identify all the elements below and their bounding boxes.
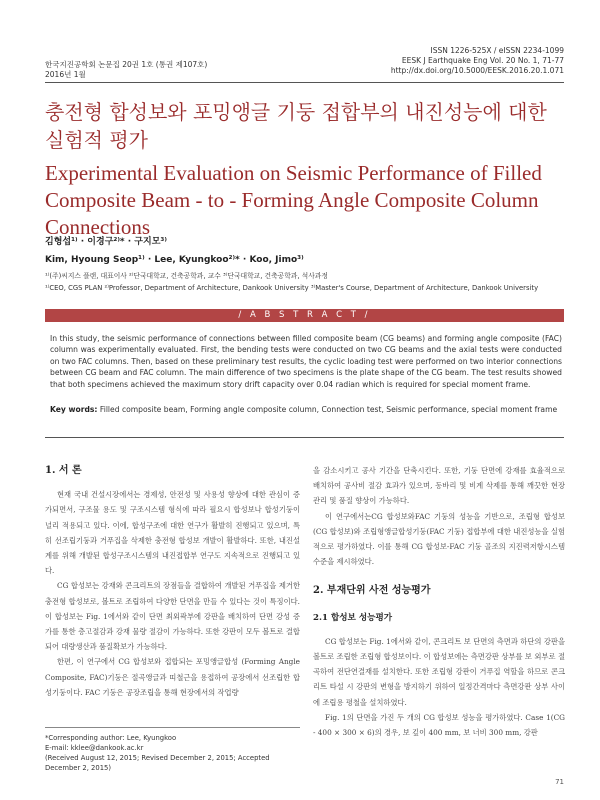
footnote-divider bbox=[45, 727, 300, 728]
received-dates: (Received August 12, 2015; Revised December 2, 2015; Accepted December 2, 2015) bbox=[45, 754, 270, 772]
affiliations bbox=[45, 270, 565, 294]
journal-name-ko: 한국지진공학회 논문집 20권 1호 (통권 제107호) bbox=[45, 60, 208, 69]
paragraph: 한편, 이 연구에서 CG 합성보와 접합되는 포밍앵글합성 (Forming Angle Composite, FAC)기둥은 절곡앵글과 띠철근을 용접하여 공장에서 선조립한 합성기둥이다. FAC 기둥은 공장조립을 통해 현장에서의 작업량 bbox=[45, 657, 300, 697]
issn: ISSN 1226-525X / eISSN 2234-1099 bbox=[430, 46, 564, 55]
paragraph: CG 합성보는 강재와 콘크리트의 장점들을 결합하여 개발된 거푸집을 제거한 충전형 합성보로, 볼트로 조립하여 다양한 단면을 만들 수 있다는 것이 특징이다. 이 합성보는 Fig. 1에서와 같이 단면 최외곽부에 강판을 배치하여 단면 강성 증가를 통한 층고절감과 강재 물량 절감이 가능하다. 또한 강판이 모두 볼트로 결합되어 대량생산과 품질확보가 가능하다. bbox=[45, 581, 300, 652]
left-column bbox=[45, 463, 300, 700]
abstract-divider bbox=[45, 437, 564, 438]
paragraph: Fig. 1의 단면을 가진 두 개의 CG 합성보 성능을 평가하였다. Case 1(CG - 400 × 300 × 6)의 경우, 보 깊이 400 mm, 보 너비 300 mm, 강판 bbox=[313, 712, 565, 738]
journal-header-right bbox=[391, 46, 564, 76]
paragraph: CG 합성보는 Fig. 1에서와 같이, 콘크리트 보 단면의 측면과 하단의 강판을 볼트로 조립한 조립형 합성보이다. 이 합성보에는 측면강판 상부를 보 외부로 절곡하여 전단연결재를 설치한다. 또한 조립형 강판이 거푸집 역할을 하므로 콘크리트 타설 시 강판의 변형을 방지하기 위하여 일정간격마다 측면강판 상부 사이에 조립용 평철을 설치하였다. bbox=[313, 636, 565, 707]
section-2-1-heading: 2.1 합성보 성능평가 bbox=[313, 612, 393, 623]
authors-english: Kim, Hyoung Seop¹⁾ · Lee, Kyungkoo²⁾* · Koo, Jimo³⁾ bbox=[45, 255, 304, 265]
section-2-heading: 2. 부재단위 사전 성능평가 bbox=[313, 585, 431, 597]
paragraph: 현재 국내 건설시장에서는 경제성, 안전성 및 사용성 향상에 대한 관심이 증가되면서, 구조물 용도 및 구조시스템 형식에 따라 필요시 합성보나 합성기둥이 널리 적용되고 있다. 이에, 합성구조에 대한 연구가 활발히 진행되고 있으며, 특히 선조립기둥과 거푸집을 삭제한 충전형 합성보 개발이 활발하다. 또한, 내진설계를 위해 개발된 합성구조시스템의 내진접합부 연구도 지속적으로 진행되고 있다. bbox=[45, 490, 300, 576]
author-email[interactable]: E-mail: kklee@dankook.ac.kr bbox=[45, 744, 144, 752]
page-number: 71 bbox=[555, 778, 564, 786]
paragraph: 이 연구에서는CG 합성보와FAC 기둥의 성능을 기반으로, 조립형 합성보(CG 합성보)와 조립형앵글합성기둥(FAC 기둥) 접합부에 대한 내진성능을 실험적으로 평가하였다. 이를 통해 CG 합성보-FAC 기둥 골조의 지진력저항시스템 수준을 제시하였다. bbox=[313, 511, 565, 567]
abstract-banner: / A B S T R A C T / bbox=[45, 309, 564, 322]
authors-korean: 김형섭¹⁾ · 이경구²⁾* · 구지모³⁾ bbox=[45, 237, 167, 247]
doi-link[interactable]: http://dx.doi.org/10.5000/EESK.2016.20.1.071 bbox=[390, 66, 564, 75]
right-column bbox=[313, 463, 565, 740]
journal-header-left bbox=[45, 60, 207, 80]
title-korean: 충전형 합성보와 포밍앵글 기둥 접합부의 내진성능에 대한 실험적 평가 bbox=[45, 100, 547, 152]
affiliation-english: ¹⁾CEO, CGS PLAN ²⁾Professor, Department of Architecture, Dankook University ³⁾Master's Course, Department of Architecture, Dankook University bbox=[45, 284, 539, 292]
issue-date-ko: 2016년 1월 bbox=[45, 70, 86, 79]
corresponding-author: *Corresponding author: Lee, Kyungkoo bbox=[45, 734, 177, 742]
abstract-text: In this study, the seismic performance of connections between filled composite beam (CG beams) and forming angle composite (FAC) column was experimentally evaluated. First, the bending tests were conducted on two CG beams and the axial tests were conducted on two FAC columns. Then, based on these preliminary test results, the cyclic loading test were performed on two interior connections between CG beam and FAC column. The main difference of two specimens is the plate shape of the CG beam. The test results showed that both specimens achieved the maximum story drift capacity over 0.04 radian which is required for special moment frame. bbox=[50, 334, 562, 389]
keywords bbox=[50, 404, 562, 415]
journal-name-en: EESK J Earthquake Eng Vol. 20 No. 1, 71-77 bbox=[401, 56, 564, 65]
author-list bbox=[45, 233, 304, 269]
section-1-heading: 1. 서 론 bbox=[45, 465, 82, 476]
affiliation-korean: ¹⁾(주)씨지스 플랜, 대표이사 ²⁾단국대학교, 건축공학과, 교수 ³⁾단국대학교, 건축공학과, 석사과정 bbox=[45, 272, 328, 280]
keywords-label: Key words: bbox=[50, 405, 98, 414]
footnote bbox=[45, 733, 300, 773]
paragraph: 을 감소시키고 공사 기간을 단축시킨다. 또한, 기둥 단면에 강재를 효율적으로 배치하여 공사비 절감 효과가 있으며, 동바리 및 비계 삭제를 통해 깨끗한 현장관리 및 품질 향상이 가능하다. bbox=[313, 466, 565, 506]
header-divider bbox=[45, 82, 564, 83]
title-english: Experimental Evaluation on Seismic Performance of Filled Composite Beam - to - Forming Angle Composite Column Connections bbox=[45, 161, 542, 239]
keywords-list: Filled composite beam, Forming angle composite column, Connection test, Seismic performance, special moment frame bbox=[99, 405, 558, 414]
